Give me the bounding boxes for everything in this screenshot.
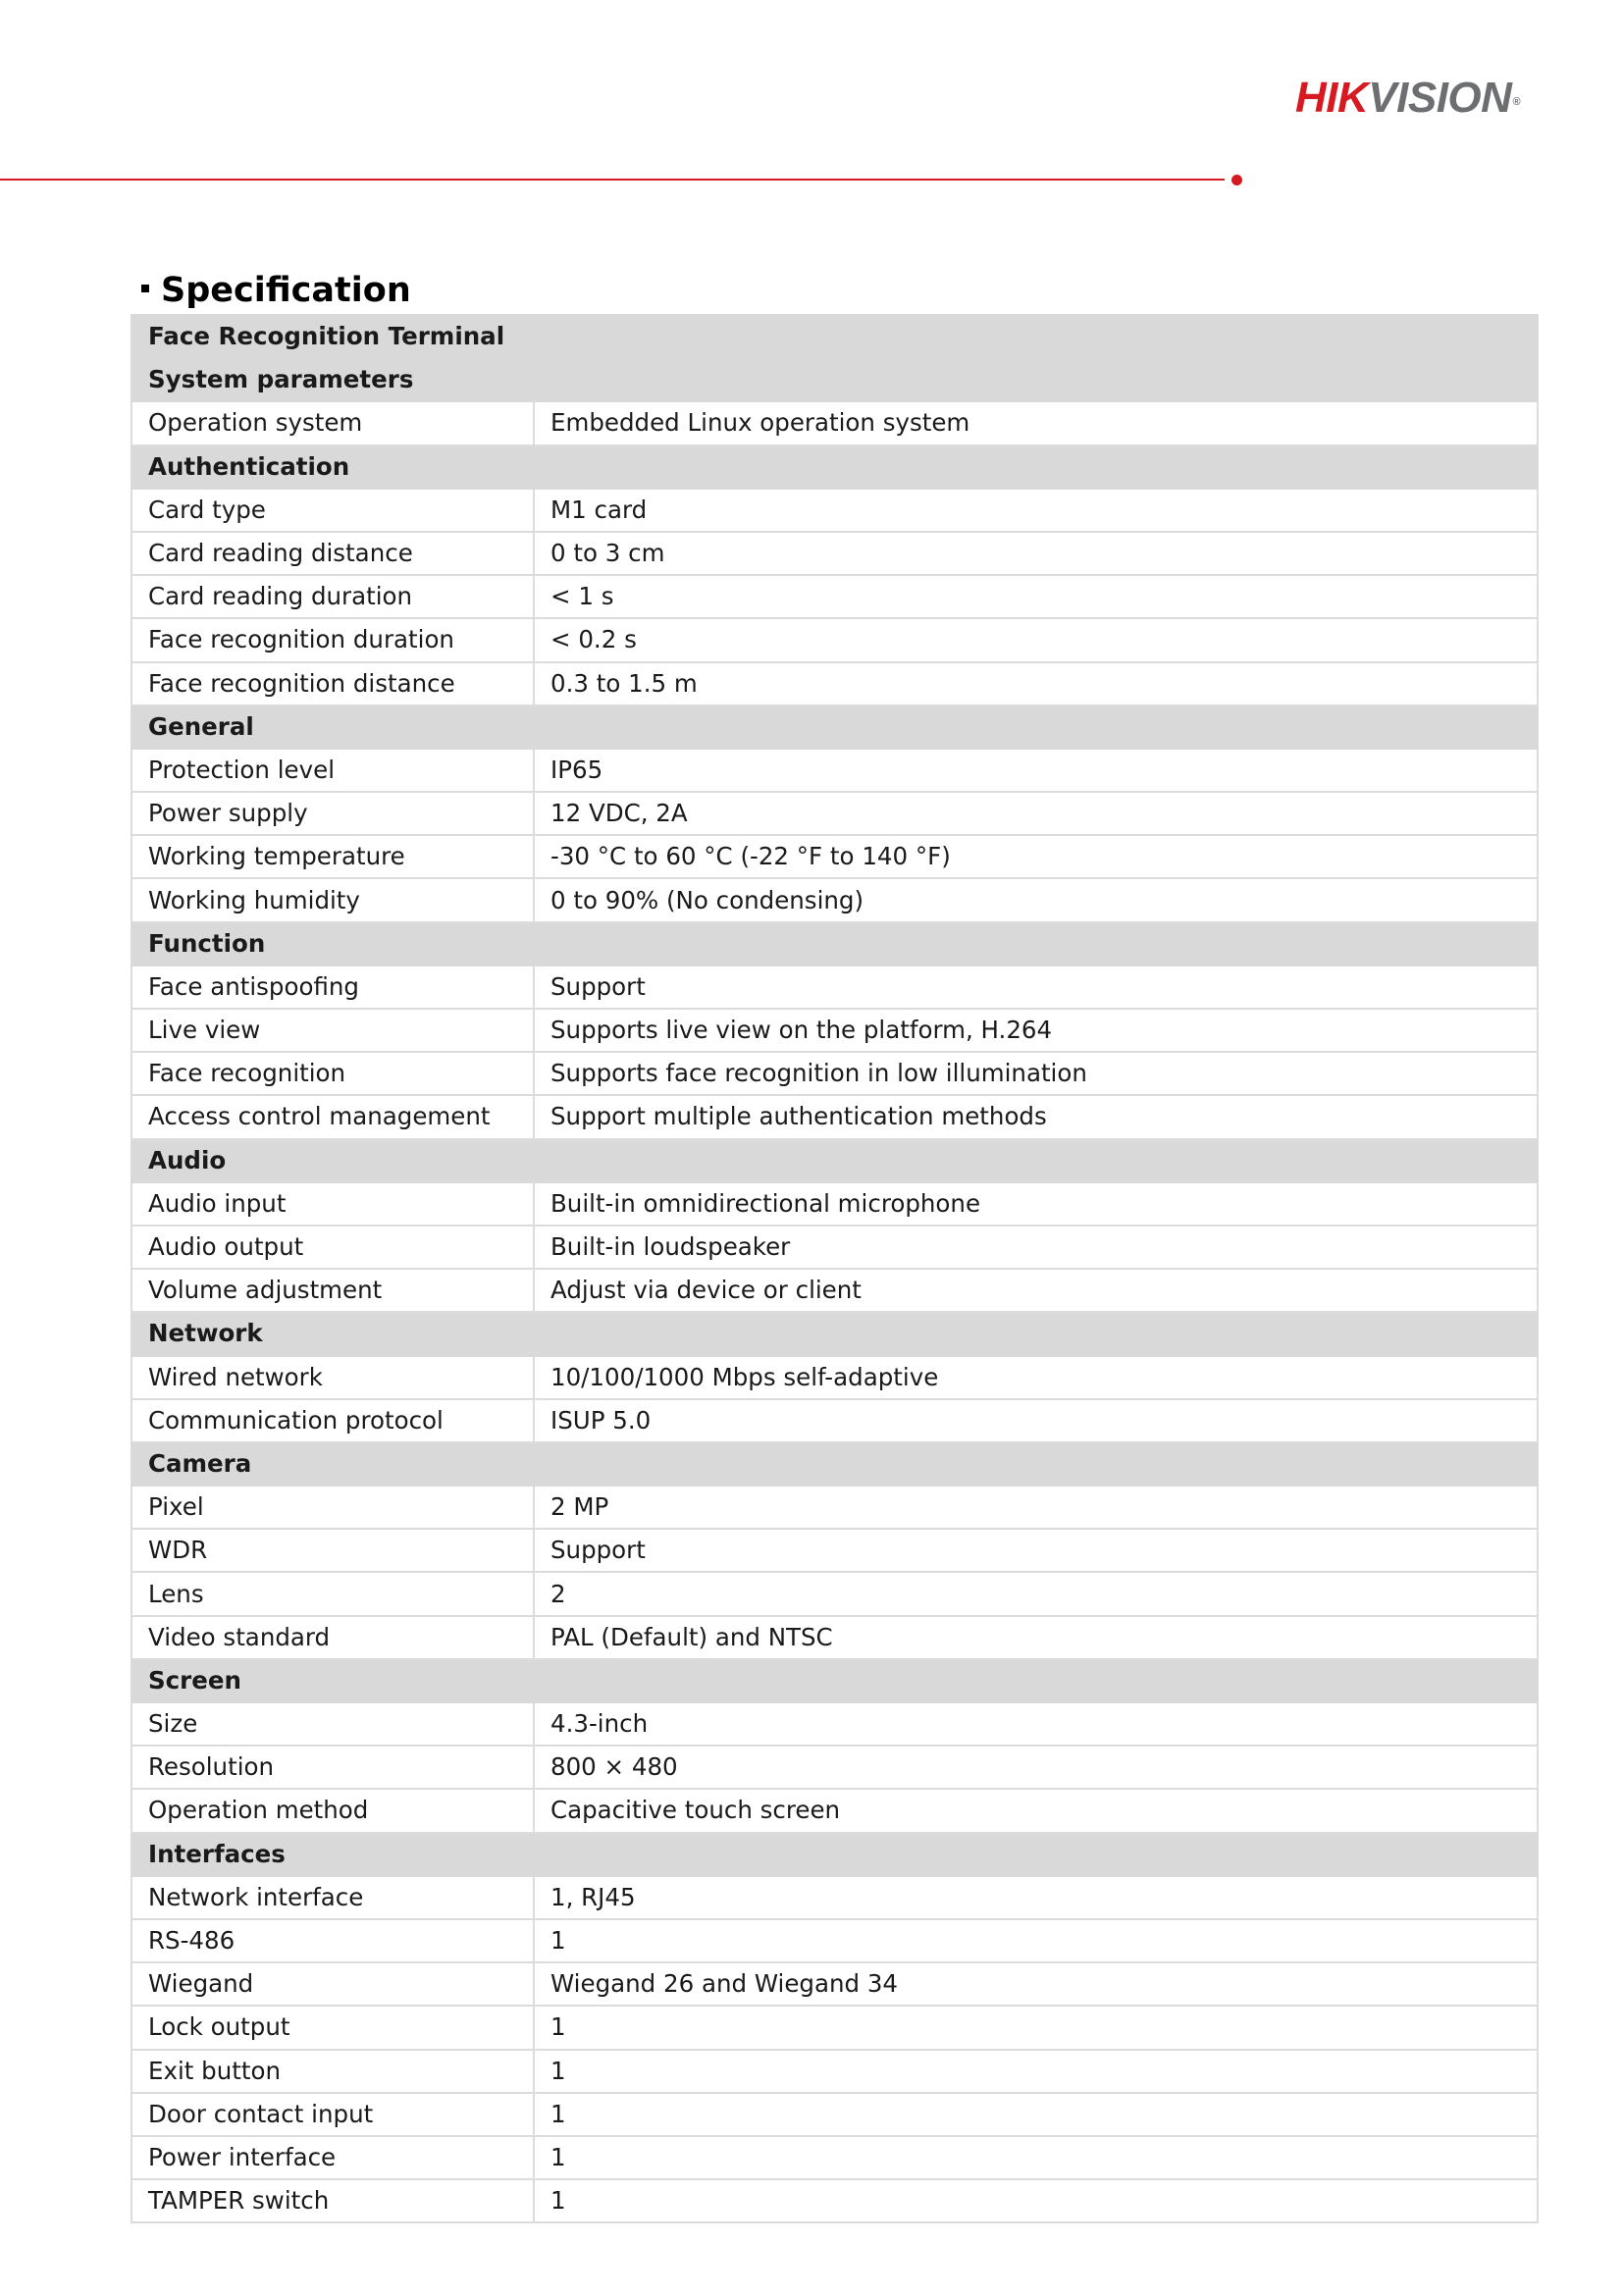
spec-label: Working humidity — [131, 878, 534, 921]
spec-label: Lens — [131, 1572, 534, 1615]
table-row — [131, 618, 1538, 661]
spec-label: Face recognition duration — [131, 618, 534, 661]
spec-value: 12 VDC, 2A — [534, 792, 1538, 835]
spec-value: ISUP 5.0 — [534, 1399, 1538, 1442]
spec-value: 800 × 480 — [534, 1746, 1538, 1789]
header-rule — [0, 179, 1225, 181]
table-row — [131, 792, 1538, 835]
spec-value: Support — [534, 965, 1538, 1009]
table-row — [131, 878, 1538, 921]
table-row — [131, 1616, 1538, 1659]
table-row — [131, 1269, 1538, 1312]
spec-label: Operation method — [131, 1789, 534, 1832]
spec-value: Wiegand 26 and Wiegand 34 — [534, 1962, 1538, 2006]
table-row — [131, 575, 1538, 618]
spec-value: Support — [534, 1529, 1538, 1572]
spec-label: Card type — [131, 489, 534, 532]
spec-label: Resolution — [131, 1746, 534, 1789]
spec-label: Size — [131, 1702, 534, 1746]
group-header-row — [131, 1312, 1538, 1355]
specification-table — [131, 314, 1539, 2223]
table-row — [131, 489, 1538, 532]
group-header-row — [131, 358, 1538, 401]
group-title: Audio — [131, 1139, 1538, 1182]
section-title — [141, 267, 411, 314]
table-row — [131, 1962, 1538, 2006]
spec-value: 0 to 90% (No condensing) — [534, 878, 1538, 921]
group-title: System parameters — [131, 358, 1538, 401]
group-header-row — [131, 1659, 1538, 1702]
spec-value: Supports face recognition in low illumination — [534, 1052, 1538, 1095]
spec-value: < 1 s — [534, 575, 1538, 618]
group-title: Network — [131, 1312, 1538, 1355]
spec-value: 10/100/1000 Mbps self-adaptive — [534, 1356, 1538, 1399]
table-row — [131, 1399, 1538, 1442]
spec-label: Communication protocol — [131, 1399, 534, 1442]
group-title: Authentication — [131, 445, 1538, 489]
spec-label: Card reading duration — [131, 575, 534, 618]
table-row — [131, 532, 1538, 575]
spec-label: Network interface — [131, 1876, 534, 1919]
spec-label: Face recognition distance — [131, 662, 534, 705]
table-row — [131, 1702, 1538, 1746]
spec-value: Built-in loudspeaker — [534, 1226, 1538, 1269]
group-title: General — [131, 705, 1538, 749]
spec-label: Face recognition — [131, 1052, 534, 1095]
spec-label: Live view — [131, 1009, 534, 1052]
spec-value: IP65 — [534, 749, 1538, 792]
spec-label: RS-486 — [131, 1919, 534, 1962]
spec-label: Volume adjustment — [131, 1269, 534, 1312]
bullet-icon — [141, 285, 149, 292]
table-row — [131, 2006, 1538, 2049]
table-row — [131, 1182, 1538, 1226]
spec-label: Video standard — [131, 1616, 534, 1659]
hikvision-logo: HIKVISION® — [1295, 74, 1521, 122]
spec-label: Face antispoofing — [131, 965, 534, 1009]
spec-label: Working temperature — [131, 835, 534, 878]
spec-label: Wired network — [131, 1356, 534, 1399]
table-row — [131, 2093, 1538, 2136]
spec-value: Built-in omnidirectional microphone — [534, 1182, 1538, 1226]
spec-label: Pixel — [131, 1486, 534, 1529]
spec-label: Audio input — [131, 1182, 534, 1226]
spec-label: Door contact input — [131, 2093, 534, 2136]
group-header-row — [131, 445, 1538, 489]
table-row — [131, 965, 1538, 1009]
table-row — [131, 662, 1538, 705]
spec-value: 1 — [534, 2179, 1538, 2222]
header-rule-dot — [1231, 175, 1242, 185]
spec-value: Capacitive touch screen — [534, 1789, 1538, 1832]
group-header-row — [131, 1139, 1538, 1182]
group-title: Function — [131, 922, 1538, 965]
spec-label: Power interface — [131, 2136, 534, 2179]
spec-value: 1, RJ45 — [534, 1876, 1538, 1919]
spec-value: M1 card — [534, 489, 1538, 532]
spec-value: 1 — [534, 2006, 1538, 2049]
spec-value: 1 — [534, 1919, 1538, 1962]
group-header-row — [131, 705, 1538, 749]
spec-value: Support multiple authentication methods — [534, 1095, 1538, 1138]
table-row — [131, 1095, 1538, 1138]
spec-value: 1 — [534, 2136, 1538, 2179]
spec-label: Access control management — [131, 1095, 534, 1138]
group-title: Screen — [131, 1659, 1538, 1702]
group-header-row — [131, 1442, 1538, 1486]
table-row — [131, 1226, 1538, 1269]
table-row — [131, 1919, 1538, 1962]
table-row — [131, 1486, 1538, 1529]
table-row — [131, 2050, 1538, 2093]
spec-label: Lock output — [131, 2006, 534, 2049]
spec-label: Power supply — [131, 792, 534, 835]
product-name: Face Recognition Terminal — [131, 315, 1538, 358]
spec-label: Audio output — [131, 1226, 534, 1269]
spec-value: Adjust via device or client — [534, 1269, 1538, 1312]
spec-value: 2 — [534, 1572, 1538, 1615]
table-row — [131, 1746, 1538, 1789]
spec-value: 4.3-inch — [534, 1702, 1538, 1746]
table-row — [131, 1356, 1538, 1399]
product-row — [131, 315, 1538, 358]
spec-label: Exit button — [131, 2050, 534, 2093]
table-row — [131, 1876, 1538, 1919]
spec-label: Operation system — [131, 401, 534, 444]
section-title-text: Specification — [161, 271, 411, 310]
spec-label: Card reading distance — [131, 532, 534, 575]
group-header-row — [131, 1833, 1538, 1876]
spec-value: Supports live view on the platform, H.264 — [534, 1009, 1538, 1052]
spec-value: < 0.2 s — [534, 618, 1538, 661]
spec-value: -30 °C to 60 °C (-22 °F to 140 °F) — [534, 835, 1538, 878]
spec-label: Wiegand — [131, 1962, 534, 2006]
group-header-row — [131, 922, 1538, 965]
table-row — [131, 1572, 1538, 1615]
spec-value: 2 MP — [534, 1486, 1538, 1529]
spec-value: 1 — [534, 2050, 1538, 2093]
spec-label: Protection level — [131, 749, 534, 792]
table-row — [131, 1052, 1538, 1095]
table-row — [131, 2179, 1538, 2222]
table-row — [131, 401, 1538, 444]
group-title: Camera — [131, 1442, 1538, 1486]
spec-value: PAL (Default) and NTSC — [534, 1616, 1538, 1659]
table-row — [131, 1009, 1538, 1052]
spec-label: WDR — [131, 1529, 534, 1572]
group-title: Interfaces — [131, 1833, 1538, 1876]
spec-value: 0 to 3 cm — [534, 532, 1538, 575]
spec-label: TAMPER switch — [131, 2179, 534, 2222]
table-row — [131, 1789, 1538, 1832]
table-row — [131, 835, 1538, 878]
table-row — [131, 1529, 1538, 1572]
table-row — [131, 2136, 1538, 2179]
spec-value: 1 — [534, 2093, 1538, 2136]
spec-value: Embedded Linux operation system — [534, 401, 1538, 444]
spec-value: 0.3 to 1.5 m — [534, 662, 1538, 705]
table-row — [131, 749, 1538, 792]
